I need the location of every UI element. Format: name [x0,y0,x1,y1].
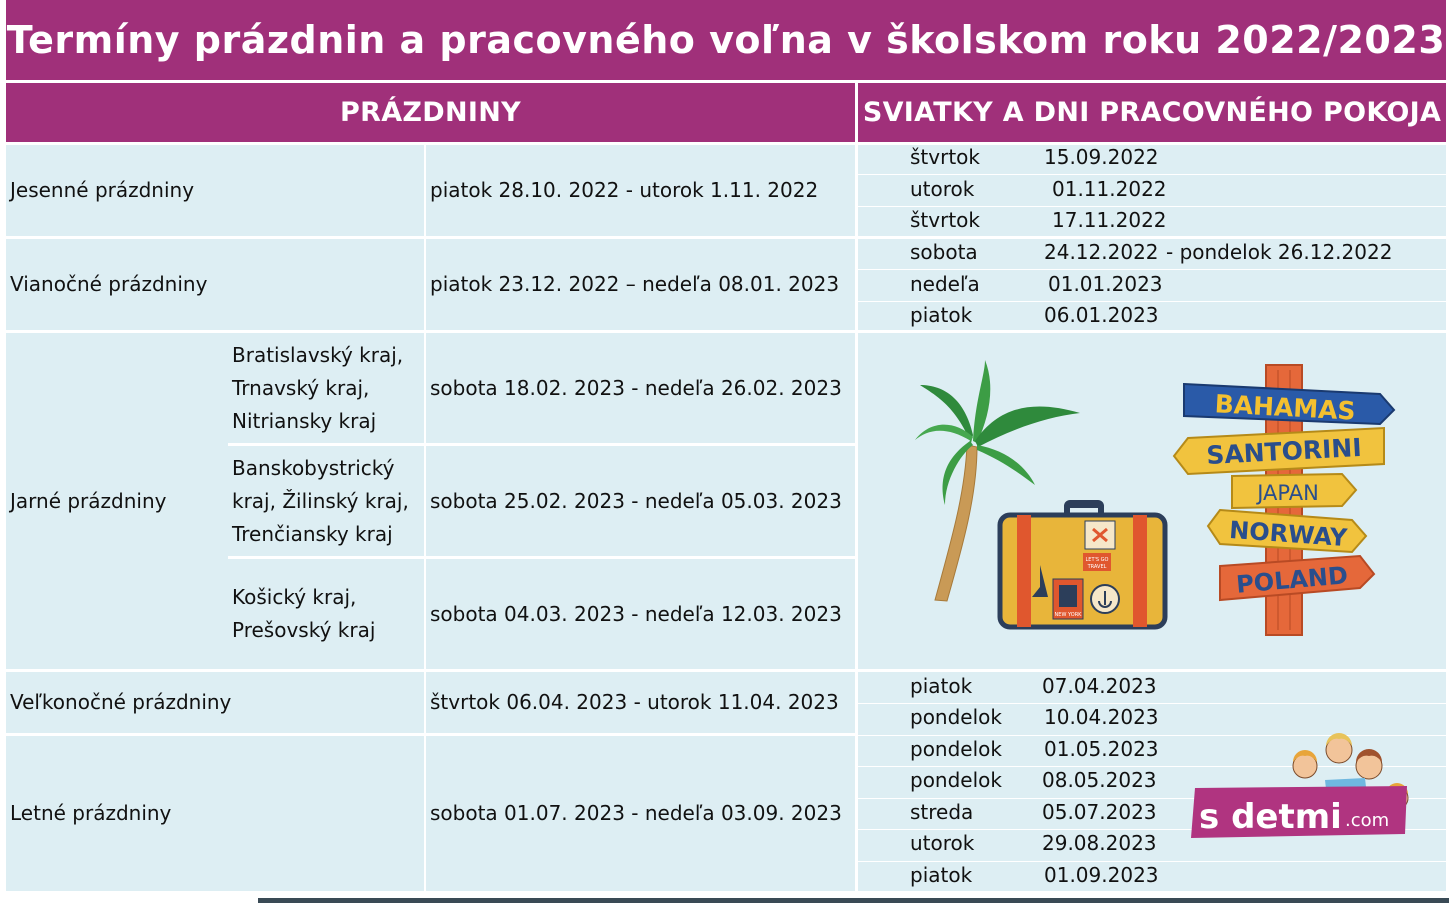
region-line: Trenčiansky kraj [232,521,393,546]
holiday-day: utorok [910,177,975,201]
holiday-dates-easter [426,672,855,733]
holiday-dates-spring-2 [426,446,855,556]
sdetmi-logo [1185,728,1420,843]
holiday-date: 24.12.2022 [1044,240,1159,264]
holiday-dates-text: sobota 01.07. 2023 - nedeľa 03.09. 2023 [430,801,842,825]
holiday-name-text: Vianočné prázdniny [10,272,208,296]
holiday-dates-text: piatok 23.12. 2022 – nedeľa 08.01. 2023 [430,272,840,296]
public-holiday-row [858,174,1446,205]
region-group-2 [228,446,424,556]
holiday-name-text: Jesenné prázdniny [10,178,195,202]
holiday-name-easter [6,672,424,733]
public-holiday-row [858,237,1446,268]
holiday-name-summer [6,736,424,891]
holiday-name-spring [6,333,228,669]
holiday-name-text: Jarné prázdniny [10,488,167,513]
holiday-date: 05.07.2023 [1042,800,1157,824]
holiday-date: 01.09.2023 [1044,863,1159,887]
bottom-bar [258,898,1449,903]
holiday-day: streda [910,800,974,824]
region-line: Trnavský kraj, [232,375,370,400]
sign-label: POLAND [1235,561,1349,599]
public-holiday-row [858,300,1446,331]
holiday-dates-autumn [426,145,855,236]
holiday-date: 07.04.2023 [1042,674,1157,698]
holiday-dates-christmas [426,239,855,330]
holiday-name-text: Veľkonočné prázdniny [10,690,232,714]
region-line: Banskobystrický [232,455,395,480]
suitcase-icon [995,495,1170,630]
logo-text: s detmi [1199,797,1342,837]
holiday-date-range-end: - pondelok 26.12.2022 [1166,240,1393,264]
stamp-text: NEW YORK [1054,612,1082,618]
header-prazdniny: PRÁZDNINY [6,83,855,142]
region-line: Košický kraj, [232,585,357,609]
holiday-day: sobota [910,240,978,264]
holiday-dates-text: sobota 18.02. 2023 - nedeľa 26.02. 2023 [430,375,842,400]
signpost-icon [1170,360,1402,638]
holiday-dates-spring-3 [426,559,855,669]
logo-suffix: .com [1345,810,1390,831]
holiday-date: 17.11.2022 [1052,208,1167,232]
region-group-1 [228,333,424,443]
holiday-day: utorok [910,831,975,855]
holiday-day: piatok [910,674,973,698]
holiday-day: piatok [910,863,973,887]
holiday-name-text: Letné prázdniny [10,801,172,825]
holiday-date: 01.05.2023 [1044,737,1159,761]
holiday-date: 01.01.2023 [1048,272,1163,296]
holiday-day: pondelok [910,737,1002,761]
holiday-date: 15.09.2022 [1044,145,1159,169]
region-line: kraj, Žilinský kraj, [232,488,409,513]
holiday-dates-summer [426,736,855,891]
holiday-name-christmas [6,239,424,330]
holiday-dates-text: sobota 25.02. 2023 - nedeľa 05.03. 2023 [430,488,842,513]
region-line: Nitriansky kraj [232,408,377,433]
holiday-day: pondelok [910,768,1002,792]
region-line: Bratislavský kraj, [232,342,404,367]
sign-label: BAHAMAS [1214,389,1357,426]
public-holiday-row [858,671,1446,702]
holiday-date: 06.01.2023 [1044,303,1159,327]
public-holiday-row [858,269,1446,300]
page-title: Termíny prázdnin a pracovného voľna v školskom roku 2022/2023 [6,0,1446,80]
sign-label: SANTORINI [1205,432,1363,471]
holiday-day: štvrtok [910,145,980,169]
public-holiday-row [858,142,1446,173]
holiday-day: piatok [910,303,973,327]
holiday-day: nedeľa [910,272,980,296]
public-holiday-row [858,860,1446,891]
region-line: Prešovský kraj [232,618,376,642]
holiday-date: 08.05.2023 [1042,768,1157,792]
holiday-name-autumn [6,145,424,236]
holiday-dates-text: sobota 04.03. 2023 - nedeľa 12.03. 2023 [430,601,842,626]
holiday-day: štvrtok [910,208,980,232]
holiday-dates-text: štvrtok 06.04. 2023 - utorok 11.04. 2023 [430,690,839,714]
sticker-text: TRAVEL [1087,564,1107,570]
holiday-date: 29.08.2023 [1042,831,1157,855]
region-group-3 [228,559,424,669]
holiday-dates-spring-1 [426,333,855,443]
holiday-day: pondelok [910,705,1002,729]
holiday-dates-text: piatok 28.10. 2022 - utorok 1.11. 2022 [430,178,819,202]
holiday-date: 01.11.2022 [1052,177,1167,201]
sticker-text: LET'S GO [1085,557,1109,563]
holiday-date: 10.04.2023 [1044,705,1159,729]
public-holiday-row [858,205,1446,236]
sign-label: NORWAY [1228,515,1348,553]
sign-label: JAPAN [1257,481,1319,505]
header-sviatky: SVIATKY A DNI PRACOVNÉHO POKOJA [858,83,1446,142]
